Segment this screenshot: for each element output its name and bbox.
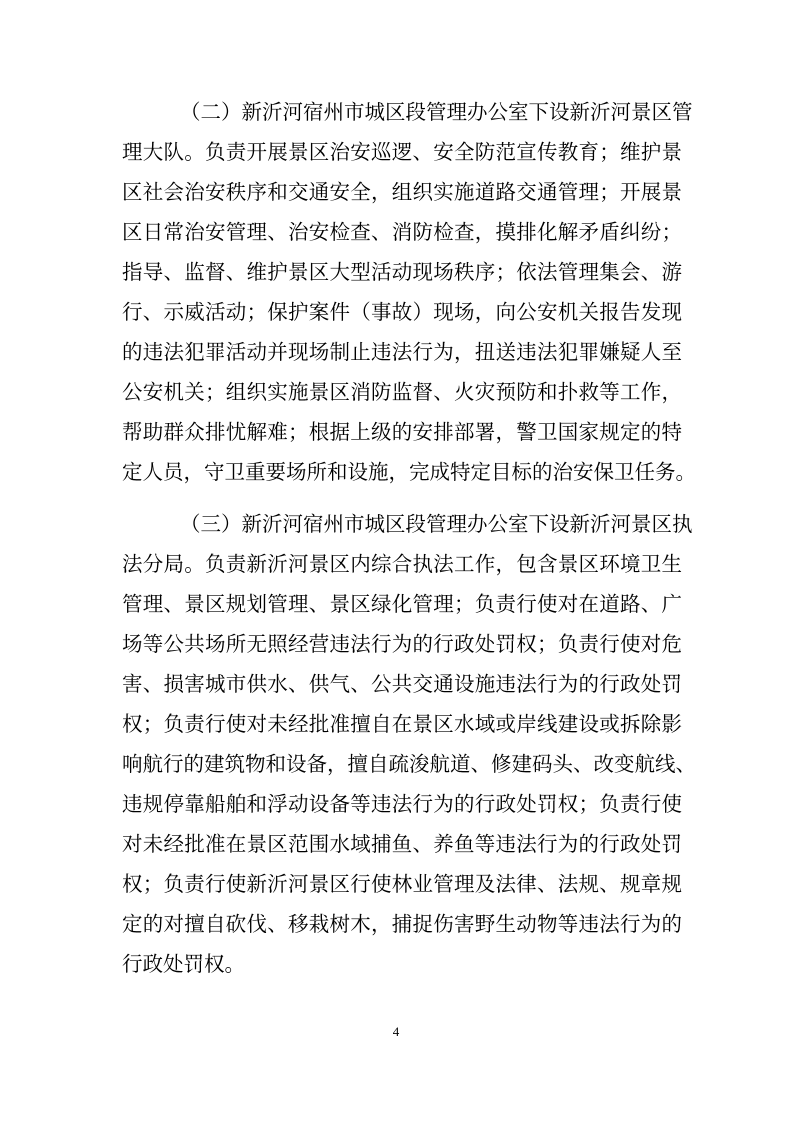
- paragraph-line: 场等公共场所无照经营违法行为的行政处罚权；负责行使对危: [122, 632, 682, 656]
- paragraph-line: 区社会治安秩序和交通安全，组织实施道路交通管理；开展景: [122, 180, 682, 204]
- paragraph-line: 响航行的建筑物和设备，擅自疏浚航道、修建码头、改变航线、: [122, 752, 696, 776]
- paragraph-line: 行政处罚权。: [122, 952, 245, 976]
- paragraph-line: 权；负责行使新沂河景区行使林业管理及法律、法规、规章规: [122, 872, 682, 896]
- paragraph-line: 公安机关；组织实施景区消防监督、火灾预防和扑救等工作，: [122, 380, 682, 404]
- paragraph-line: 管理、景区规划管理、景区绿化管理；负责行使对在道路、广: [122, 592, 682, 616]
- paragraph-line: 帮助群众排忧解难；根据上级的安排部署，警卫国家规定的特: [122, 420, 682, 444]
- paragraph-line: 对未经批准在景区范围水域捕鱼、养鱼等违法行为的行政处罚: [122, 832, 682, 856]
- paragraph-line: 害、损害城市供水、供气、公共交通设施违法行为的行政处罚: [122, 672, 682, 696]
- paragraph-line: 定的对擅自砍伐、移栽树木，捕捉伤害野生动物等违法行为的: [122, 912, 682, 936]
- paragraph-line: 权；负责行使对未经批准擅自在景区水域或岸线建设或拆除影: [122, 712, 682, 736]
- paragraph-line: （三）新沂河宿州市城区段管理办公室下设新沂河景区执: [180, 512, 693, 536]
- paragraph-line: 违规停靠船舶和浮动设备等违法行为的行政处罚权；负责行使: [122, 792, 682, 816]
- paragraph-line: 行、示威活动；保护案件（事故）现场，向公安机关报告发现: [122, 300, 682, 324]
- paragraph-line: 定人员，守卫重要场所和设施，完成特定目标的治安保卫任务。: [122, 460, 696, 484]
- paragraph-line: 的违法犯罪活动并现场制止违法行为，扭送违法犯罪嫌疑人至: [122, 340, 682, 364]
- paragraph-line: （二）新沂河宿州市城区段管理办公室下设新沂河景区管: [180, 100, 693, 124]
- page-number: 4: [392, 1024, 400, 1039]
- paragraph-line: 指导、监督、维护景区大型活动现场秩序；依法管理集会、游: [122, 260, 682, 284]
- paragraph-line: 法分局。负责新沂河景区内综合执法工作，包含景区环境卫生: [122, 552, 682, 576]
- paragraph-line: 区日常治安管理、治安检查、消防检查，摸排化解矛盾纠纷；: [122, 220, 682, 244]
- paragraph-line: 理大队。负责开展景区治安巡逻、安全防范宣传教育；维护景: [122, 140, 682, 164]
